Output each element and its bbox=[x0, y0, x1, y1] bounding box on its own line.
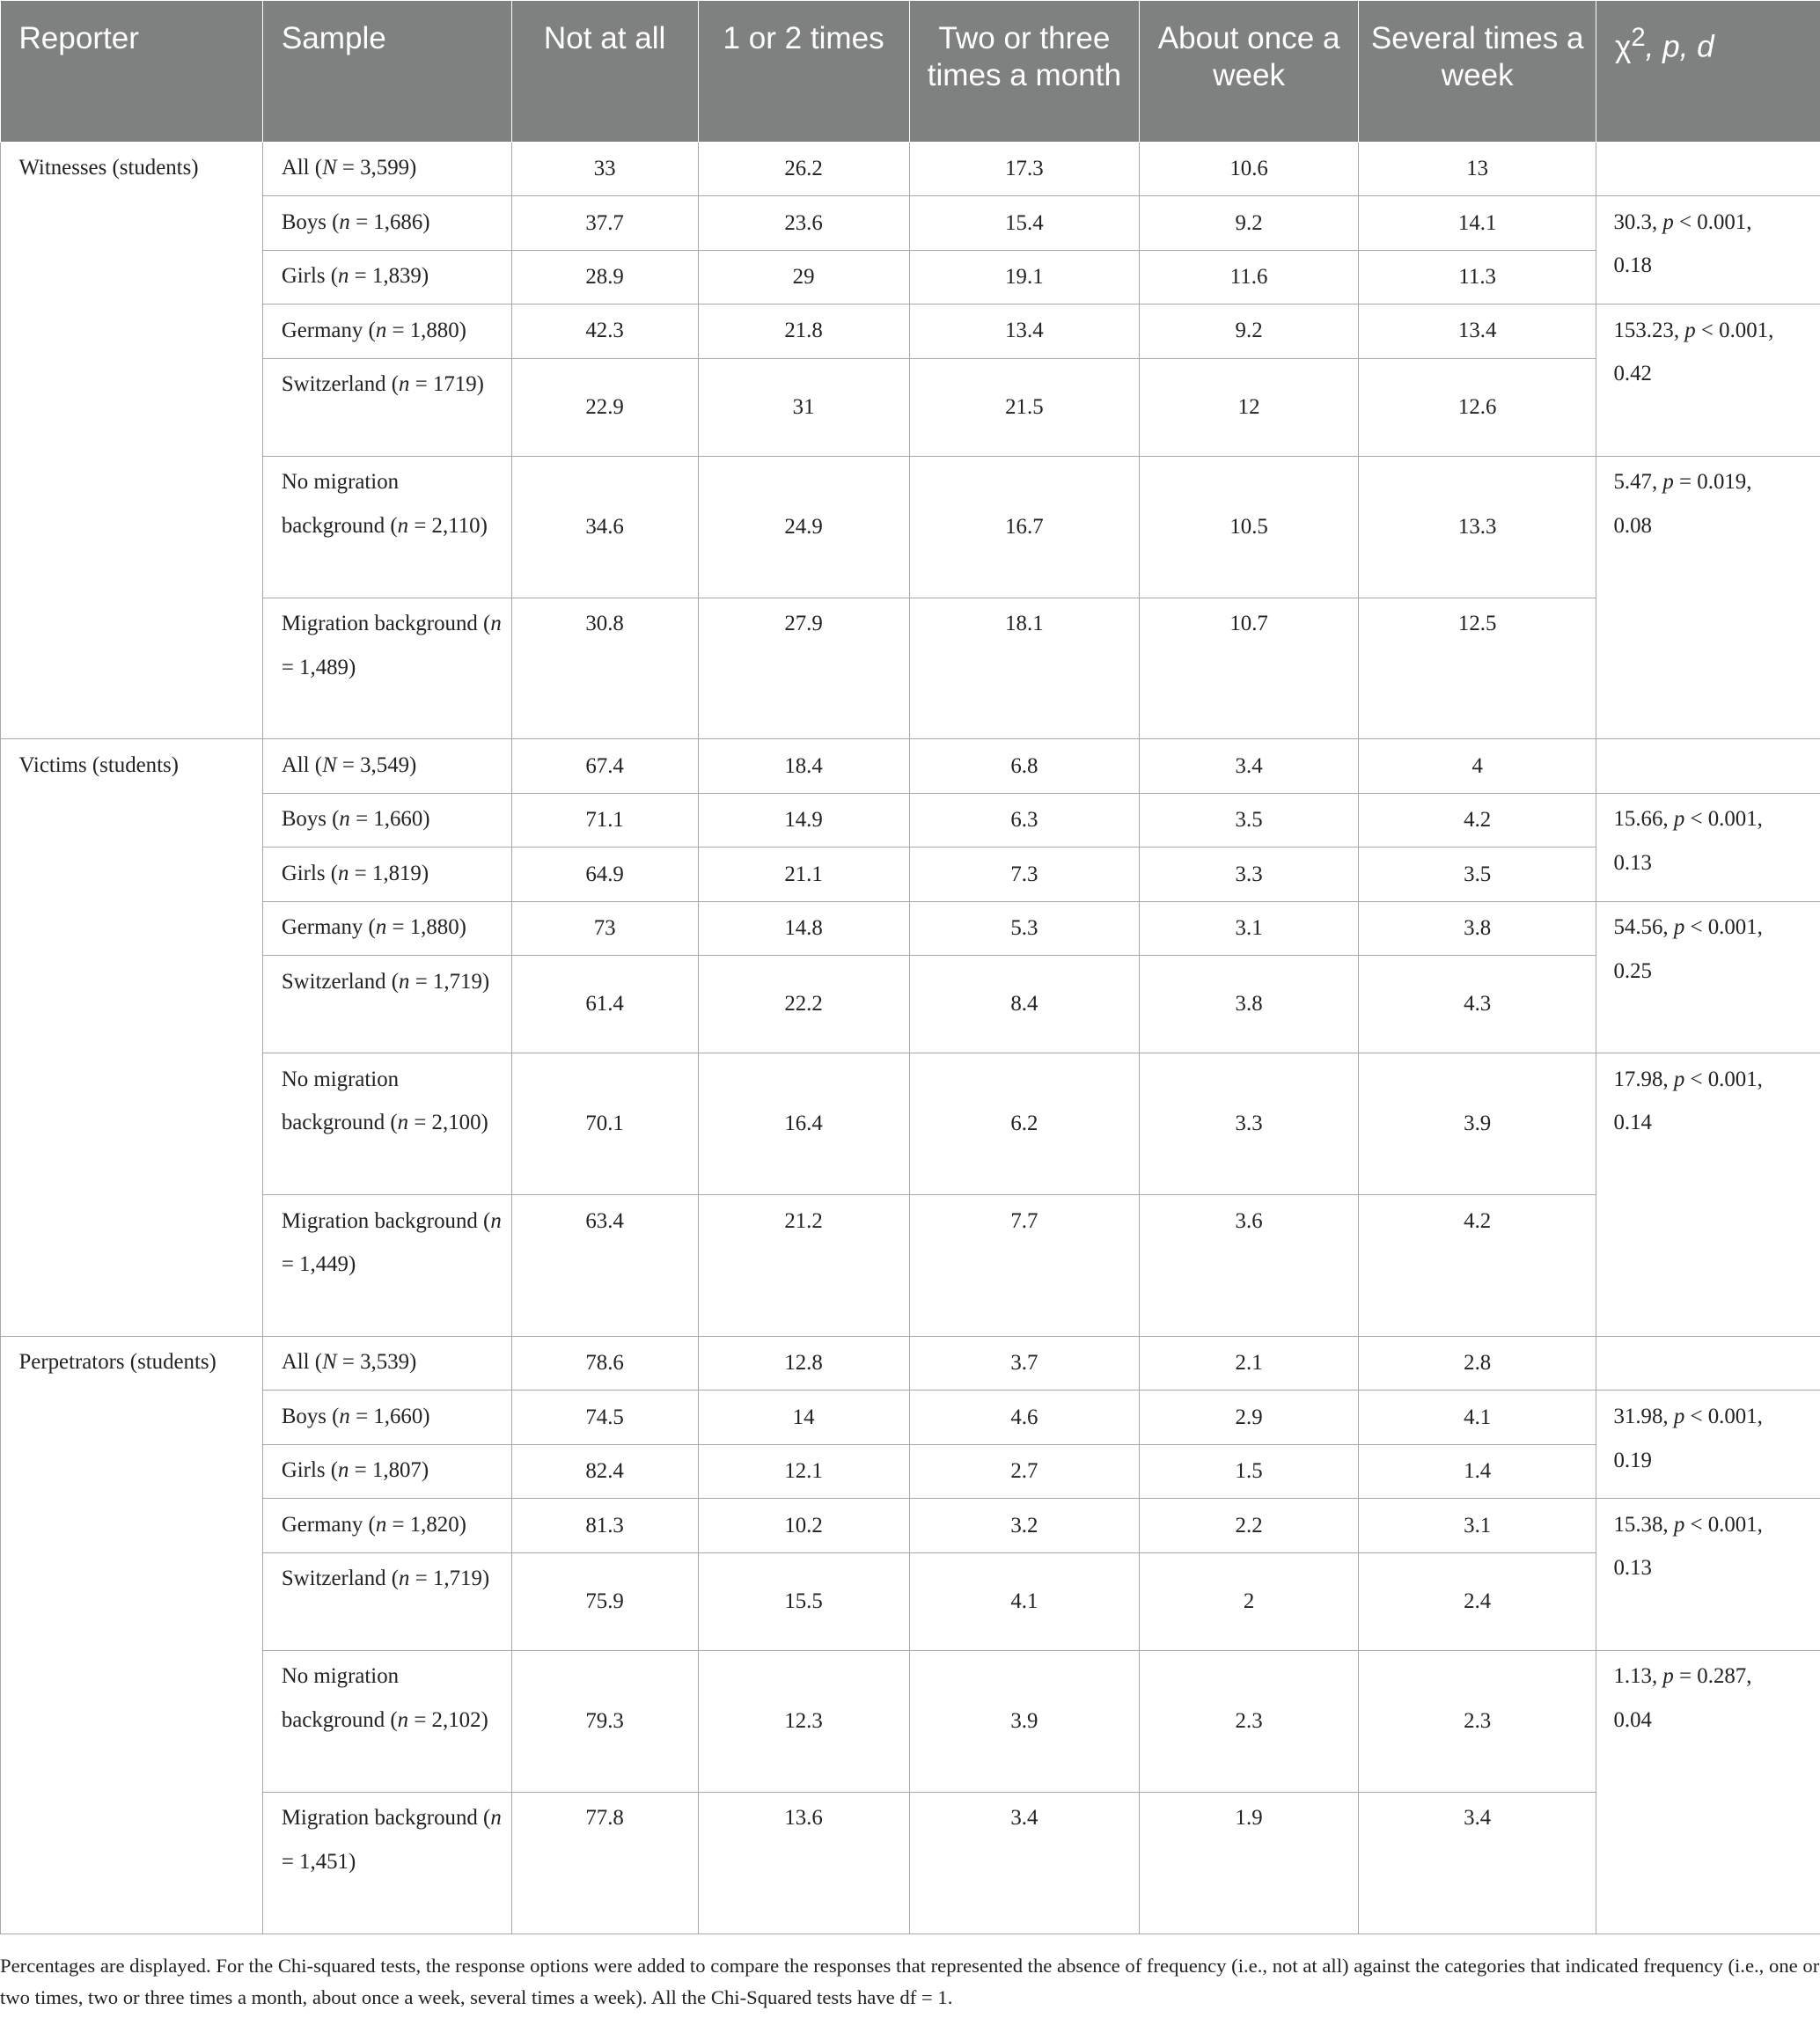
value-cell: 31 bbox=[698, 358, 909, 456]
value-cell: 4.1 bbox=[1358, 1391, 1596, 1444]
value-cell: 3.4 bbox=[1140, 739, 1359, 793]
value-cell: 61.4 bbox=[511, 956, 698, 1053]
sample-cell: Germany (n = 1,820) bbox=[263, 1499, 511, 1552]
value-cell: 10.2 bbox=[698, 1499, 909, 1552]
table-row bbox=[1, 250, 1820, 304]
value-cell: 14.9 bbox=[698, 793, 909, 847]
chi-test-cell bbox=[1596, 305, 1820, 457]
value-cell: 3.9 bbox=[1358, 1053, 1596, 1195]
value-cell: 3.2 bbox=[909, 1499, 1140, 1552]
value-cell: 3.8 bbox=[1140, 956, 1359, 1053]
chi-test-cell bbox=[1596, 1499, 1820, 1651]
value-cell: 4.3 bbox=[1358, 956, 1596, 1053]
value-cell: 2 bbox=[1140, 1552, 1359, 1650]
col-header-1-or-2-times: 1 or 2 times bbox=[698, 1, 909, 143]
value-cell: 81.3 bbox=[511, 1499, 698, 1552]
effect-size: 0.25 bbox=[1613, 958, 1652, 983]
col-header-chi-squared bbox=[1596, 1, 1820, 143]
value-cell: 7.3 bbox=[909, 848, 1140, 901]
value-cell: 23.6 bbox=[698, 196, 909, 250]
chi-stat: 1.13, p = 0.287, bbox=[1613, 1664, 1752, 1689]
value-cell: 3.4 bbox=[909, 1792, 1140, 1934]
chi-empty-cell bbox=[1596, 142, 1820, 195]
table-row bbox=[1, 901, 1820, 955]
value-cell: 73 bbox=[511, 901, 698, 955]
sample-cell: No migration background (n = 2,110) bbox=[263, 456, 511, 598]
value-cell: 79.3 bbox=[511, 1650, 698, 1792]
value-cell: 2.4 bbox=[1358, 1552, 1596, 1650]
col-header-about-once-a-week: About once a week bbox=[1140, 1, 1359, 143]
table-row bbox=[1, 1552, 1820, 1650]
sample-cell: Boys (n = 1,686) bbox=[263, 196, 511, 250]
table-row bbox=[1, 1650, 1820, 1792]
sample-cell: Germany (n = 1,880) bbox=[263, 901, 511, 955]
chi-test-cell bbox=[1596, 901, 1820, 1053]
table-row bbox=[1, 793, 1820, 847]
value-cell: 21.2 bbox=[698, 1195, 909, 1337]
chi-superscript: 2 bbox=[1631, 23, 1646, 52]
value-cell: 75.9 bbox=[511, 1552, 698, 1650]
reporter-cell: Perpetrators (students) bbox=[1, 1337, 263, 1934]
value-cell: 67.4 bbox=[511, 739, 698, 793]
table-header bbox=[1, 1, 1820, 143]
col-header-two-or-three-times-a-month: Two or three times a month bbox=[909, 1, 1140, 143]
value-cell: 42.3 bbox=[511, 305, 698, 358]
chi-stat: 15.66, p < 0.001, bbox=[1613, 807, 1763, 832]
effect-size: 0.42 bbox=[1613, 362, 1652, 386]
chi-empty-cell bbox=[1596, 1337, 1820, 1391]
value-cell: 27.9 bbox=[698, 598, 909, 739]
value-cell: 11.6 bbox=[1140, 250, 1359, 304]
sample-cell: All (N = 3,549) bbox=[263, 739, 511, 793]
reporter-cell: Witnesses (students) bbox=[1, 142, 263, 739]
chi-stat: 15.38, p < 0.001, bbox=[1613, 1512, 1763, 1537]
value-cell: 21.8 bbox=[698, 305, 909, 358]
value-cell: 5.3 bbox=[909, 901, 1140, 955]
chi-stat: 54.56, p < 0.001, bbox=[1613, 915, 1763, 940]
table-row bbox=[1, 1391, 1820, 1444]
chi-test-cell bbox=[1596, 456, 1820, 739]
value-cell: 12.8 bbox=[698, 1337, 909, 1391]
sample-cell: Switzerland (n = 1,719) bbox=[263, 1552, 511, 1650]
value-cell: 13.4 bbox=[1358, 305, 1596, 358]
chi-test-cell bbox=[1596, 1650, 1820, 1934]
value-cell: 33 bbox=[511, 142, 698, 195]
sample-cell: Migration background (n = 1,451) bbox=[263, 1792, 511, 1934]
value-cell: 4.2 bbox=[1358, 1195, 1596, 1337]
value-cell: 6.2 bbox=[909, 1053, 1140, 1195]
value-cell: 8.4 bbox=[909, 956, 1140, 1053]
value-cell: 2.9 bbox=[1140, 1391, 1359, 1444]
value-cell: 63.4 bbox=[511, 1195, 698, 1337]
effect-size: 0.13 bbox=[1613, 850, 1652, 875]
value-cell: 10.5 bbox=[1140, 456, 1359, 598]
value-cell: 3.3 bbox=[1140, 1053, 1359, 1195]
value-cell: 3.1 bbox=[1358, 1499, 1596, 1552]
table-row bbox=[1, 358, 1820, 456]
chi-stat: 31.98, p < 0.001, bbox=[1613, 1404, 1763, 1428]
value-cell: 13.3 bbox=[1358, 456, 1596, 598]
value-cell: 3.9 bbox=[909, 1650, 1140, 1792]
table-row bbox=[1, 142, 1820, 195]
value-cell: 37.7 bbox=[511, 196, 698, 250]
value-cell: 26.2 bbox=[698, 142, 909, 195]
value-cell: 6.8 bbox=[909, 739, 1140, 793]
value-cell: 2.7 bbox=[909, 1444, 1140, 1498]
value-cell: 71.1 bbox=[511, 793, 698, 847]
value-cell: 34.6 bbox=[511, 456, 698, 598]
sample-cell: Migration background (n = 1,489) bbox=[263, 598, 511, 739]
value-cell: 7.7 bbox=[909, 1195, 1140, 1337]
value-cell: 13.4 bbox=[909, 305, 1140, 358]
table-row bbox=[1, 196, 1820, 250]
chi-test-cell bbox=[1596, 1053, 1820, 1337]
value-cell: 82.4 bbox=[511, 1444, 698, 1498]
chi-stat: 17.98, p < 0.001, bbox=[1613, 1067, 1763, 1091]
value-cell: 12.5 bbox=[1358, 598, 1596, 739]
value-cell: 64.9 bbox=[511, 848, 698, 901]
value-cell: 4 bbox=[1358, 739, 1596, 793]
col-header-several-times-a-week: Several times a week bbox=[1358, 1, 1596, 143]
value-cell: 1.4 bbox=[1358, 1444, 1596, 1498]
effect-size: 0.18 bbox=[1613, 253, 1652, 278]
chi-stat: 5.47, p = 0.019, bbox=[1613, 470, 1752, 495]
value-cell: 4.2 bbox=[1358, 793, 1596, 847]
value-cell: 22.2 bbox=[698, 956, 909, 1053]
chi-stat: 153.23, p < 0.001, bbox=[1613, 318, 1774, 342]
table-row bbox=[1, 1444, 1820, 1498]
value-cell: 14.1 bbox=[1358, 196, 1596, 250]
value-cell: 16.7 bbox=[909, 456, 1140, 598]
value-cell: 21.5 bbox=[909, 358, 1140, 456]
effect-size: 0.13 bbox=[1613, 1556, 1652, 1581]
value-cell: 2.1 bbox=[1140, 1337, 1359, 1391]
table-row bbox=[1, 1195, 1820, 1337]
col-header-not-at-all: Not at all bbox=[511, 1, 698, 143]
value-cell: 3.4 bbox=[1358, 1792, 1596, 1934]
value-cell: 4.6 bbox=[909, 1391, 1140, 1444]
value-cell: 4.1 bbox=[909, 1552, 1140, 1650]
value-cell: 28.9 bbox=[511, 250, 698, 304]
value-cell: 3.7 bbox=[909, 1337, 1140, 1391]
value-cell: 12.3 bbox=[698, 1650, 909, 1792]
value-cell: 18.4 bbox=[698, 739, 909, 793]
sample-cell: Germany (n = 1,880) bbox=[263, 305, 511, 358]
value-cell: 9.2 bbox=[1140, 196, 1359, 250]
value-cell: 18.1 bbox=[909, 598, 1140, 739]
value-cell: 3.5 bbox=[1140, 793, 1359, 847]
sample-cell: All (N = 3,539) bbox=[263, 1337, 511, 1391]
value-cell: 70.1 bbox=[511, 1053, 698, 1195]
sample-cell: No migration background (n = 2,102) bbox=[263, 1650, 511, 1792]
table-body bbox=[1, 142, 1820, 1934]
value-cell: 77.8 bbox=[511, 1792, 698, 1934]
value-cell: 3.8 bbox=[1358, 901, 1596, 955]
table-row bbox=[1, 956, 1820, 1053]
value-cell: 1.9 bbox=[1140, 1792, 1359, 1934]
table-row bbox=[1, 305, 1820, 358]
value-cell: 14.8 bbox=[698, 901, 909, 955]
value-cell: 74.5 bbox=[511, 1391, 698, 1444]
value-cell: 11.3 bbox=[1358, 250, 1596, 304]
value-cell: 30.8 bbox=[511, 598, 698, 739]
value-cell: 78.6 bbox=[511, 1337, 698, 1391]
chi-header-rest: , p, d bbox=[1645, 29, 1714, 64]
value-cell: 3.5 bbox=[1358, 848, 1596, 901]
chi-stat: 30.3, p < 0.001, bbox=[1613, 209, 1752, 234]
value-cell: 12.6 bbox=[1358, 358, 1596, 456]
value-cell: 12.1 bbox=[698, 1444, 909, 1498]
sample-cell: Girls (n = 1,819) bbox=[263, 848, 511, 901]
table-row bbox=[1, 1792, 1820, 1934]
sample-cell: All (N = 3,599) bbox=[263, 142, 511, 195]
value-cell: 13 bbox=[1358, 142, 1596, 195]
value-cell: 17.3 bbox=[909, 142, 1140, 195]
chi-test-cell bbox=[1596, 1391, 1820, 1499]
value-cell: 3.3 bbox=[1140, 848, 1359, 901]
sample-cell: Migration background (n = 1,449) bbox=[263, 1195, 511, 1337]
table-row bbox=[1, 739, 1820, 793]
value-cell: 9.2 bbox=[1140, 305, 1359, 358]
table-row bbox=[1, 1337, 1820, 1391]
chi-test-cell bbox=[1596, 793, 1820, 901]
sample-cell: Switzerland (n = 1,719) bbox=[263, 956, 511, 1053]
col-header-reporter: Reporter bbox=[1, 1, 263, 143]
value-cell: 19.1 bbox=[909, 250, 1140, 304]
sample-cell: Girls (n = 1,807) bbox=[263, 1444, 511, 1498]
reporter-cell: Victims (students) bbox=[1, 739, 263, 1337]
value-cell: 6.3 bbox=[909, 793, 1140, 847]
sample-cell: Boys (n = 1,660) bbox=[263, 793, 511, 847]
sample-cell: No migration background (n = 2,100) bbox=[263, 1053, 511, 1195]
value-cell: 1.5 bbox=[1140, 1444, 1359, 1498]
value-cell: 21.1 bbox=[698, 848, 909, 901]
chi-test-cell bbox=[1596, 196, 1820, 305]
chi-empty-cell bbox=[1596, 739, 1820, 793]
value-cell: 24.9 bbox=[698, 456, 909, 598]
effect-size: 0.19 bbox=[1613, 1448, 1652, 1472]
chi-symbol: χ bbox=[1614, 29, 1632, 64]
value-cell: 2.2 bbox=[1140, 1499, 1359, 1552]
table-row bbox=[1, 1499, 1820, 1552]
value-cell: 10.6 bbox=[1140, 142, 1359, 195]
value-cell: 2.3 bbox=[1140, 1650, 1359, 1792]
table-row bbox=[1, 1053, 1820, 1195]
table-row bbox=[1, 456, 1820, 598]
effect-size: 0.08 bbox=[1613, 513, 1652, 538]
value-cell: 22.9 bbox=[511, 358, 698, 456]
sample-cell: Switzerland (n = 1719) bbox=[263, 358, 511, 456]
value-cell: 29 bbox=[698, 250, 909, 304]
value-cell: 3.1 bbox=[1140, 901, 1359, 955]
value-cell: 12 bbox=[1140, 358, 1359, 456]
value-cell: 13.6 bbox=[698, 1792, 909, 1934]
table-row bbox=[1, 848, 1820, 901]
value-cell: 16.4 bbox=[698, 1053, 909, 1195]
effect-size: 0.04 bbox=[1613, 1707, 1652, 1732]
value-cell: 3.6 bbox=[1140, 1195, 1359, 1337]
value-cell: 2.3 bbox=[1358, 1650, 1596, 1792]
value-cell: 14 bbox=[698, 1391, 909, 1444]
value-cell: 2.8 bbox=[1358, 1337, 1596, 1391]
table-row bbox=[1, 598, 1820, 739]
effect-size: 0.14 bbox=[1613, 1111, 1652, 1135]
table-footnote: Percentages are displayed. For the Chi-squared tests, the response options were added to compare the responses that represented the absence of frequency (i.e., not at all) against the categories that indicated frequency (i.e., one or two times, two or three times a month, about once a week, several times a week). All the Chi-Squared tests have df = 1. bbox=[0, 1954, 1820, 2009]
value-cell: 15.4 bbox=[909, 196, 1140, 250]
value-cell: 15.5 bbox=[698, 1552, 909, 1650]
value-cell: 10.7 bbox=[1140, 598, 1359, 739]
sample-cell: Boys (n = 1,660) bbox=[263, 1391, 511, 1444]
sample-cell: Girls (n = 1,839) bbox=[263, 250, 511, 304]
col-header-sample: Sample bbox=[263, 1, 511, 143]
